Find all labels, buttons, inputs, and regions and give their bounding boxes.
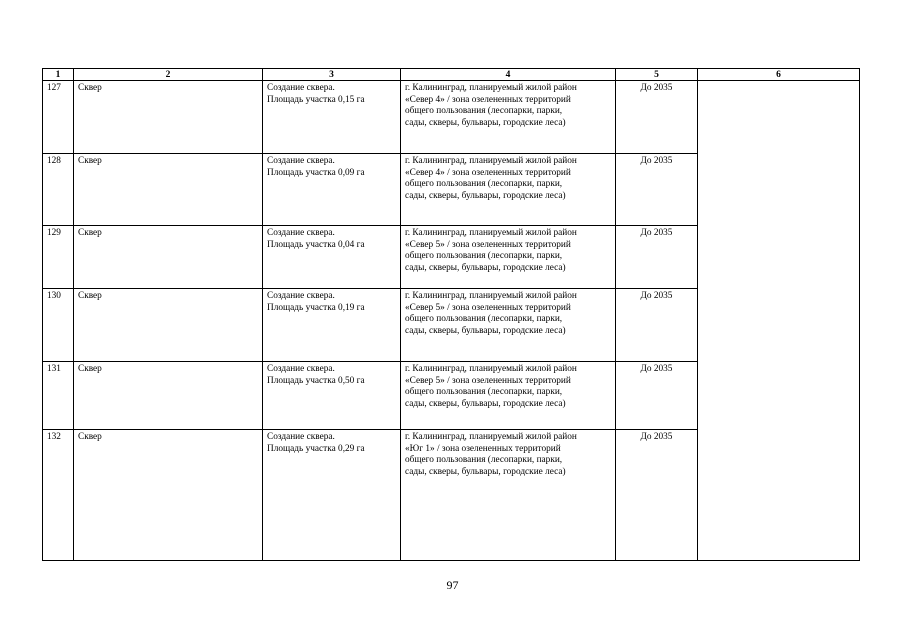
planning-table (42, 68, 860, 561)
location-line: г. Калининград, планируемый жилой район (405, 156, 577, 166)
deadline: До 2035 (616, 362, 698, 430)
action-description (263, 430, 401, 561)
notes-cell (698, 81, 860, 561)
area-line: Площадь участка 0,09 га (267, 167, 365, 178)
location-line: г. Калининград, планируемый жилой район (405, 364, 577, 374)
deadline: До 2035 (616, 226, 698, 289)
object-type: Сквер (74, 362, 263, 430)
action-line: Создание сквера. (267, 228, 335, 238)
action-description (263, 362, 401, 430)
location-line: общего пользования (лесопарки, парки, (405, 106, 563, 117)
column-header-2: 2 (74, 69, 263, 81)
action-line: Создание сквера. (267, 291, 335, 301)
deadline: До 2035 (616, 81, 698, 154)
row-number: 127 (43, 81, 74, 154)
action-line: Создание сквера. (267, 432, 335, 442)
location-line: сады, скверы, бульвары, городские леса) (405, 190, 566, 201)
object-type: Сквер (74, 289, 263, 362)
location-line: «Север 4» / зона озелененных территорий (405, 167, 571, 178)
action-line: Создание сквера. (267, 156, 335, 166)
location-line: г. Калининград, планируемый жилой район (405, 432, 577, 442)
object-type: Сквер (74, 226, 263, 289)
object-type: Сквер (74, 81, 263, 154)
location-line: общего пользования (лесопарки, парки, (405, 251, 563, 262)
location-description (401, 362, 616, 430)
table-row (43, 81, 860, 154)
column-header-1: 1 (43, 69, 74, 81)
location-line: общего пользования (лесопарки, парки, (405, 387, 563, 398)
location-line: общего пользования (лесопарки, парки, (405, 179, 563, 190)
deadline: До 2035 (616, 289, 698, 362)
row-number: 129 (43, 226, 74, 289)
location-line: г. Калининград, планируемый жилой район (405, 83, 577, 93)
area-line: Площадь участка 0,50 га (267, 375, 365, 386)
location-line: сады, скверы, бульвары, городские леса) (405, 262, 566, 273)
location-line: общего пользования (лесопарки, парки, (405, 455, 563, 466)
column-header-6: 6 (698, 69, 860, 81)
row-number: 131 (43, 362, 74, 430)
object-type: Сквер (74, 154, 263, 226)
deadline: До 2035 (616, 154, 698, 226)
row-number: 128 (43, 154, 74, 226)
location-line: «Юг 1» / зона озелененных территорий (405, 443, 561, 454)
row-number: 132 (43, 430, 74, 561)
location-line: сады, скверы, бульвары, городские леса) (405, 466, 566, 477)
location-line: сады, скверы, бульвары, городские леса) (405, 325, 566, 336)
action-description (263, 289, 401, 362)
location-description (401, 226, 616, 289)
location-description (401, 81, 616, 154)
column-header-5: 5 (616, 69, 698, 81)
location-line: «Север 5» / зона озелененных территорий (405, 375, 571, 386)
area-line: Площадь участка 0,29 га (267, 443, 365, 454)
column-header-4: 4 (401, 69, 616, 81)
location-description (401, 289, 616, 362)
column-header-3: 3 (263, 69, 401, 81)
action-line: Создание сквера. (267, 364, 335, 374)
action-description (263, 81, 401, 154)
location-line: г. Калининград, планируемый жилой район (405, 228, 577, 238)
deadline: До 2035 (616, 430, 698, 561)
area-line: Площадь участка 0,15 га (267, 94, 365, 105)
location-line: сады, скверы, бульвары, городские леса) (405, 398, 566, 409)
location-line: сады, скверы, бульвары, городские леса) (405, 117, 566, 128)
row-number: 130 (43, 289, 74, 362)
location-line: г. Калининград, планируемый жилой район (405, 291, 577, 301)
area-line: Площадь участка 0,19 га (267, 302, 365, 313)
location-line: «Север 5» / зона озелененных территорий (405, 302, 571, 313)
page-number: 97 (446, 578, 459, 592)
header-row (43, 69, 860, 81)
action-line: Создание сквера. (267, 83, 335, 93)
action-description (263, 226, 401, 289)
object-type: Сквер (74, 430, 263, 561)
location-description (401, 430, 616, 561)
location-line: «Север 4» / зона озелененных территорий (405, 94, 571, 105)
action-description (263, 154, 401, 226)
area-line: Площадь участка 0,04 га (267, 239, 365, 250)
location-description (401, 154, 616, 226)
location-line: общего пользования (лесопарки, парки, (405, 314, 563, 325)
location-line: «Север 5» / зона озелененных территорий (405, 239, 571, 250)
